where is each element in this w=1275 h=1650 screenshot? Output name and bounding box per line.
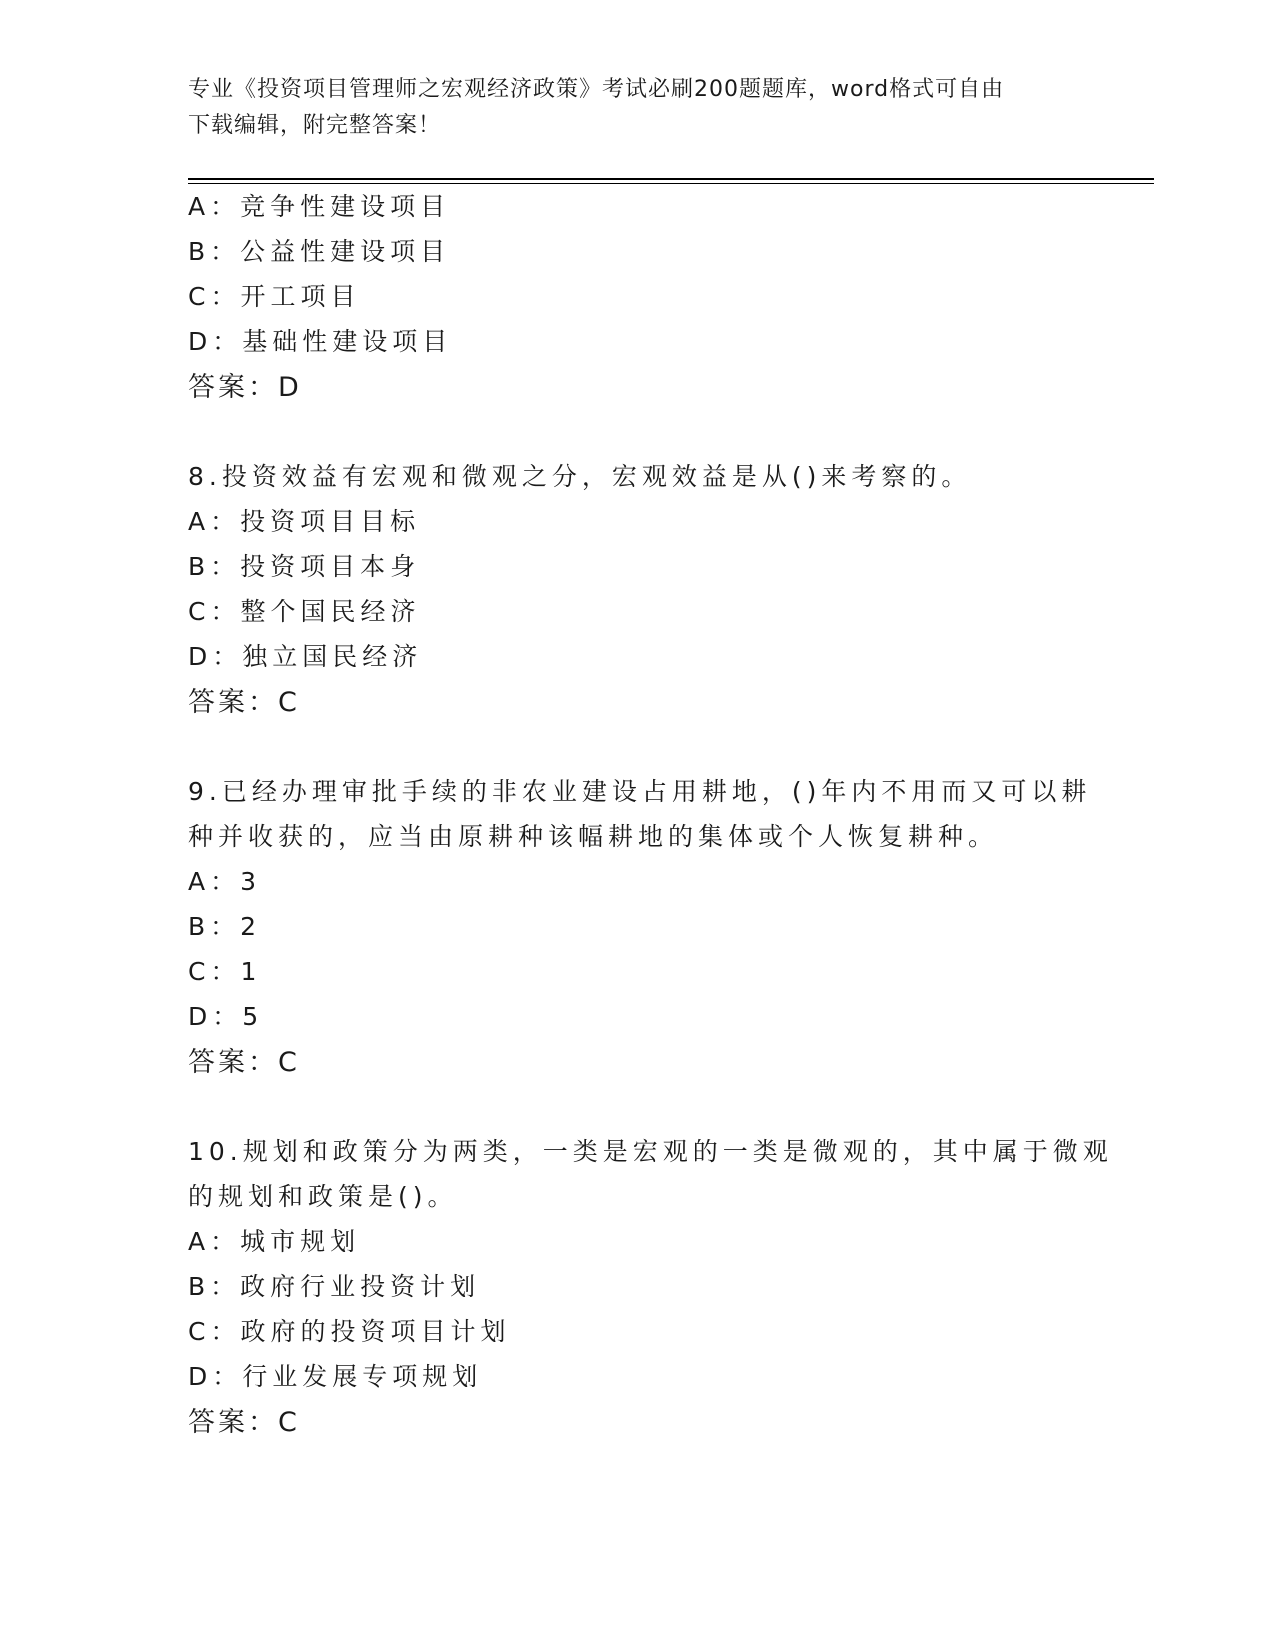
q10-stem-line-1: 10.规划和政策分为两类，一类是宏观的一类是微观的，其中属于微观 [188, 1137, 1113, 1166]
q7-option-d: D：基础性建设项目 [188, 327, 453, 356]
q10-option-d: D：行业发展专项规划 [188, 1362, 483, 1391]
header-divider-thick [188, 178, 1154, 180]
q9-option-b: B：2 [188, 912, 262, 941]
q8-option-b: B：投资项目本身 [188, 552, 421, 581]
q8-option-c: C：整个国民经济 [188, 597, 421, 626]
q8-stem: 8.投资效益有宏观和微观之分，宏观效益是从()来考察的。 [188, 462, 972, 491]
q9-option-c: C：1 [188, 957, 262, 986]
q7-option-b: B：公益性建设项目 [188, 237, 451, 266]
header-line-1: 专业《投资项目管理师之宏观经济政策》考试必刷200题题库，word格式可自由 [188, 77, 1005, 102]
q10-option-a: A：城市规划 [188, 1227, 361, 1256]
q8-answer: 答案：C [188, 687, 300, 718]
q10-answer: 答案：C [188, 1407, 300, 1438]
q7-answer: 答案：D [188, 372, 302, 403]
q9-option-a: A：3 [188, 867, 262, 896]
q7-option-c: C：开工项目 [188, 282, 361, 311]
q10-stem-line-2: 的规划和政策是()。 [188, 1182, 458, 1211]
q7-option-a: A：竞争性建设项目 [188, 192, 451, 221]
q8-option-a: A：投资项目目标 [188, 507, 421, 536]
header-divider-thin [188, 183, 1154, 184]
q8-option-d: D：独立国民经济 [188, 642, 423, 671]
document-header [188, 72, 1088, 144]
q10-option-b: B：政府行业投资计划 [188, 1272, 481, 1301]
q9-stem-line-2: 种并收获的，应当由原耕种该幅耕地的集体或个人恢复耕种。 [188, 822, 999, 851]
q10-option-c: C：政府的投资项目计划 [188, 1317, 511, 1346]
q9-answer: 答案：C [188, 1047, 300, 1078]
q9-option-d: D：5 [188, 1002, 264, 1031]
header-line-2: 下载编辑，附完整答案！ [188, 113, 442, 138]
q9-stem-line-1: 9.已经办理审批手续的非农业建设占用耕地，()年内不用而又可以耕 [188, 777, 1092, 806]
